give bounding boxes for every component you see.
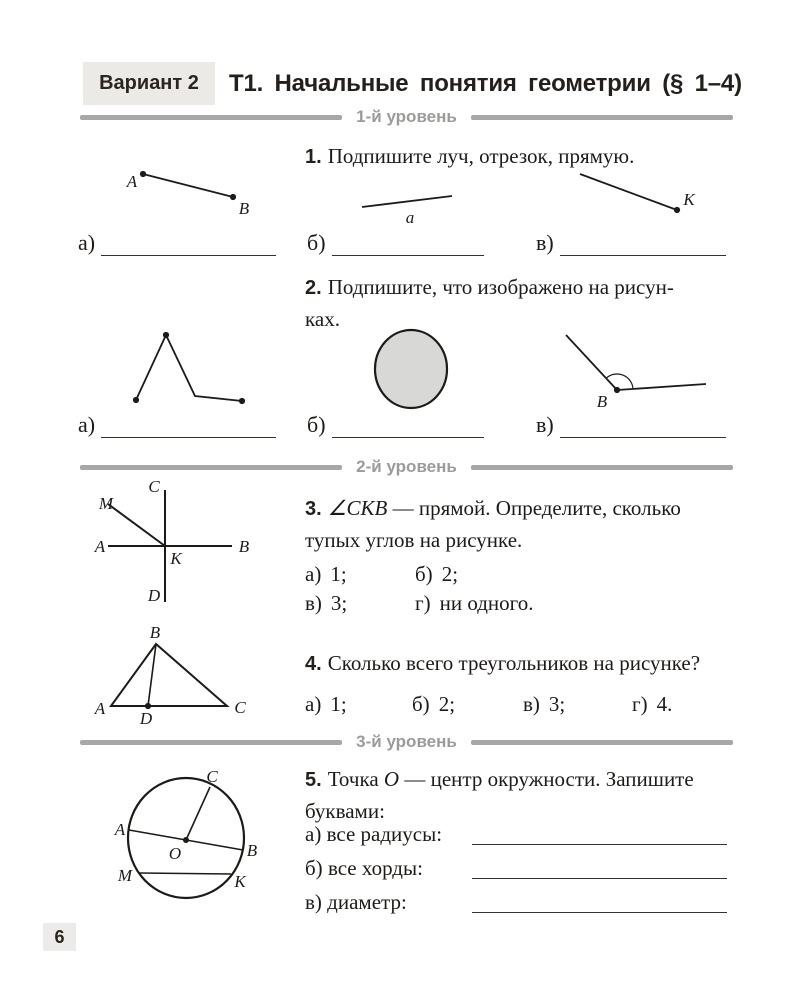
task4-heading [305,648,700,680]
answer-blank[interactable] [101,415,276,438]
answer-label: б) [307,230,326,255]
fig-cross-lines [78,478,258,613]
task3-angle-name: ∠CKB [327,496,388,520]
task3-option-g [415,591,534,616]
point-label-m: M [117,866,133,885]
answer-label: б) [307,412,326,437]
option-label: а) [305,692,322,716]
vertex-dot [614,387,620,393]
point-label-b: B [149,623,161,642]
answer-blank[interactable] [101,233,276,256]
option-value: 3; [548,692,566,716]
task1-answer-a [78,230,276,256]
endpoint-dot [230,194,236,200]
vertex-dot [163,332,169,338]
level-label-1: 1-й уровень [356,107,457,126]
task2-answer-v [536,412,726,438]
point-label-c: C [206,767,218,786]
task4-option-g [632,692,672,717]
angle-side [566,335,617,390]
option-label: в) [305,591,322,615]
option-value: ни одного. [439,591,534,615]
ray-km [108,504,165,546]
line-label-a: a [405,208,415,227]
answer-label: в) [536,230,554,255]
answer-blank[interactable] [332,233,484,256]
ray-line [580,174,677,210]
item-label [305,822,472,844]
option-value: 2; [441,562,459,586]
point-label-b: B [238,199,250,218]
option-label: а) [305,562,322,586]
circle-shape [375,330,447,408]
task5-center-name: O [383,767,400,791]
task2-answer-a [78,412,276,438]
answer-blank[interactable] [472,856,727,879]
chord-mk [139,873,231,874]
answer-blank[interactable] [472,890,727,913]
fig-segment-ab [108,158,258,220]
task4-option-b [412,692,455,717]
diameter-ab [129,830,243,850]
endpoint-dot [140,171,146,177]
task4-number: 4. [305,653,322,675]
option-value: 3; [330,591,348,615]
task2-number: 2. [305,277,322,299]
task1-number: 1. [305,146,322,168]
task5-text-word: Точка [327,767,379,791]
task1-answer-v [536,230,726,256]
option-value: 4. [656,692,673,716]
point-label-b: B [238,537,250,556]
divider-bar [471,465,733,470]
task2-answer-b [307,412,484,438]
variant-badge: Вариант 2 [83,62,215,105]
option-value: 2; [438,692,456,716]
item-letter: б) [305,856,323,880]
task3-text: — прямой. Определите, сколько тупых углов на рисунке. [305,496,681,552]
divider-bar [80,115,342,120]
task4-text: Сколько всего треугольников на рисунке? [327,651,701,675]
divider-bar [471,115,733,120]
task1-text: Подпишите луч, отрезок, прямую. [327,144,635,168]
point-label-a: A [114,820,126,839]
fig-line-a [352,187,467,232]
point-label-m: M [98,494,114,513]
point-label-k: K [170,549,182,568]
option-value: 1; [330,692,347,716]
answer-blank[interactable] [472,822,727,845]
task4-option-v [523,692,565,717]
level-divider-1 [80,109,733,125]
level-label-3: 3-й уровень [356,732,457,751]
task3-heading [305,493,720,556]
point-label-o: O [168,844,182,863]
task2-text-line2: ках. [305,307,340,331]
level-divider-3 [80,734,733,750]
answer-label: а) [78,412,96,437]
item-text: все радиусы: [326,822,443,846]
task5-item-diameter [305,890,727,912]
divider-bar [80,740,342,745]
item-label [305,856,472,878]
fig-broken-line [118,322,258,414]
option-label: б) [412,692,430,716]
task3-option-a [305,562,347,587]
endpoint-dot [674,207,680,213]
point-label-b: B [596,392,608,411]
page-title: Т1. Начальные понятия геометрии (§ 1–4) [229,70,742,97]
fig-ray-k [563,165,708,227]
answer-label: в) [536,412,554,437]
item-text: все хорды: [327,856,423,880]
task3-option-v [305,591,347,616]
triangle [111,644,227,706]
item-letter: в) [305,890,322,914]
point-label-c: C [234,698,246,717]
level-label-2: 2-й уровень [356,457,457,476]
task5-item-chords [305,856,727,878]
task3-option-b [415,562,458,587]
option-label: г) [415,591,431,615]
item-text: диаметр: [327,890,407,914]
task2-text-line1: Подпишите, что изображено на рисун- [327,275,674,299]
point-label-k: K [683,190,695,209]
broken-line [136,335,242,401]
level-divider-2 [80,459,733,475]
item-letter: а) [305,822,322,846]
point-label-a: A [94,699,106,718]
point-label-a: A [126,172,138,191]
task5-number: 5. [305,769,322,791]
point-label-c: C [148,477,160,496]
page-number: 6 [43,923,76,951]
fig-triangle-abc [80,623,265,728]
answer-blank[interactable] [332,415,484,438]
point-label-k: K [234,872,246,891]
angle-side [617,384,706,390]
fig-filled-circle [372,327,452,413]
answer-blank[interactable] [560,233,726,256]
task4-option-a [305,692,347,717]
point-label-b: B [246,841,258,860]
straight-line [362,196,452,207]
fig-angle-b [555,326,715,411]
task5-item-radii [305,822,727,844]
option-value: 1; [330,562,347,586]
task5-heading [305,764,735,827]
task3-number: 3. [305,498,322,520]
task1-answer-b [307,230,484,256]
task5-text: — центр окружности. Запишите буквами: [305,767,694,823]
option-label: б) [415,562,433,586]
point-label-d: D [139,709,153,728]
option-label: г) [632,692,648,716]
point-label-d: D [147,586,161,605]
segment-line [143,174,233,197]
point-label-a: A [94,537,106,556]
vertex-dot [239,398,245,404]
divider-bar [80,465,342,470]
divider-bar [471,740,733,745]
item-label [305,890,472,912]
answer-blank[interactable] [560,415,726,438]
fig-circle-with-chords [112,762,262,922]
option-label: в) [523,692,540,716]
radius-oc [186,787,210,840]
vertex-dot [133,397,139,403]
answer-label: а) [78,230,96,255]
